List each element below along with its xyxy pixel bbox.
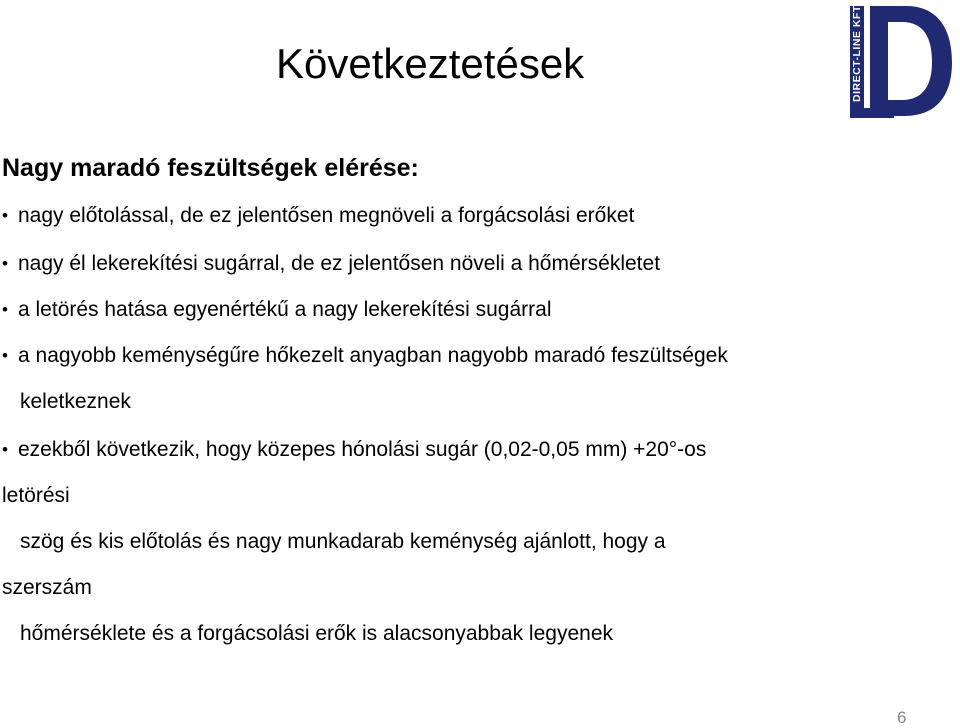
bullet-item [2,250,660,278]
bullet-marker: • [2,254,8,273]
bullet-text: ezekből következik, hogy közepes hónolási sugár (0,02-0,05 mm) +20°-os [18,438,707,461]
bullet-item [2,296,551,324]
slide-title: Következtetések [276,40,585,87]
text-line: letörési [2,484,70,507]
text-line: szerszám [2,576,92,599]
bullet-item [2,342,728,370]
bullet-text: a nagyobb keménységűre hőkezelt anyagban nagyobb maradó feszültségek [18,344,728,367]
bullet-marker: • [2,440,8,459]
text-line: hőmérséklete és a forgácsolási erők is alacsonyabbak legyenek [20,622,613,645]
bullet-text: nagy él lekerekítési sugárral, de ez jelentősen növeli a hőmérsékletet [18,252,661,275]
bullet-text: a letörés hatása egyenértékű a nagy lekerekítési sugárral [18,298,552,321]
bullet-marker: • [2,300,8,319]
bullet-item [2,436,706,464]
section-heading: Nagy maradó feszültségek elérése: [2,154,419,182]
text-line: keletkeznek [20,390,131,413]
text-line: szög és kis előtolás és nagy munkadarab keménység ajánlott, hogy a [20,530,666,553]
bullet-text: nagy előtolással, de ez jelentősen megnöveli a forgácsolási erőket [18,204,635,227]
svg-text:DIRECT-LINE KFT.: DIRECT-LINE KFT. [851,3,863,102]
page-number: 6 [897,708,907,727]
direct-line-logo [848,2,956,120]
bullet-item [2,202,634,230]
bullet-marker: • [2,346,8,365]
bullet-marker: • [2,206,8,225]
